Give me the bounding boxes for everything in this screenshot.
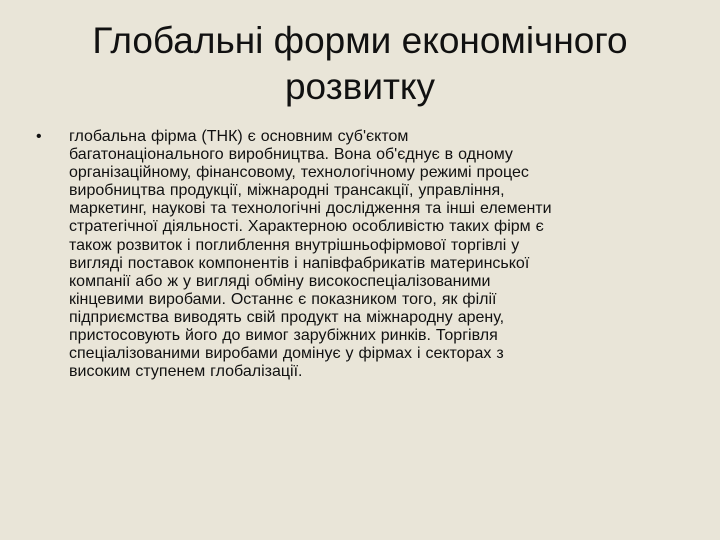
bullet-text-line: підприємства виводять свій продукт на міжнародну арену, bbox=[69, 308, 505, 326]
slide-title bbox=[36, 18, 684, 110]
bullet-text-line: високим ступенем глобалізації. bbox=[69, 363, 303, 381]
bullet-text bbox=[69, 128, 672, 381]
bullet-text-line: глобальна фірма (ТНК) є основним суб'єктом bbox=[69, 128, 409, 145]
bullet-text-line: пристосовують його до вимог зарубіжних ринків. Торгівля bbox=[69, 327, 498, 345]
bullet-marker: • bbox=[36, 128, 42, 145]
bullet-text-line: вигляді поставок компонентів і напівфабрикатів материнської bbox=[69, 254, 530, 272]
bullet-text-line: багатонаціонального виробництва. Вона об'єднує в одному bbox=[69, 146, 513, 164]
slide-title-line: Глобальні форми економічного bbox=[92, 20, 628, 61]
bullet-text-line: компанії або ж у вигляді обміну високоспеціалізованими bbox=[69, 272, 491, 290]
bullet-text-line: маркетинг, наукові та технологічні дослідження та інші елементи bbox=[69, 200, 552, 218]
slide-title-line: розвитку bbox=[284, 66, 436, 107]
bullet-text-line: виробництва продукції, міжнародні трансакції, управління, bbox=[69, 182, 505, 200]
bullet-text-line: стратегічної діяльності. Характерною особливістю таких фірм є bbox=[69, 218, 544, 236]
bullet-text-line: кінцевими виробами. Останнє є показником того, як філії bbox=[69, 290, 497, 308]
bullet-text-line: спеціалізованими виробами домінує у фірмах і секторах з bbox=[69, 345, 504, 363]
bullet-item bbox=[36, 128, 672, 381]
slide-content bbox=[36, 128, 672, 381]
bullet-text-line: організаційному, фінансовому, технологічному режимі процес bbox=[69, 164, 529, 182]
bullet-text-line: також розвиток і поглиблення внутрішньофірмової торгівлі у bbox=[69, 236, 520, 254]
